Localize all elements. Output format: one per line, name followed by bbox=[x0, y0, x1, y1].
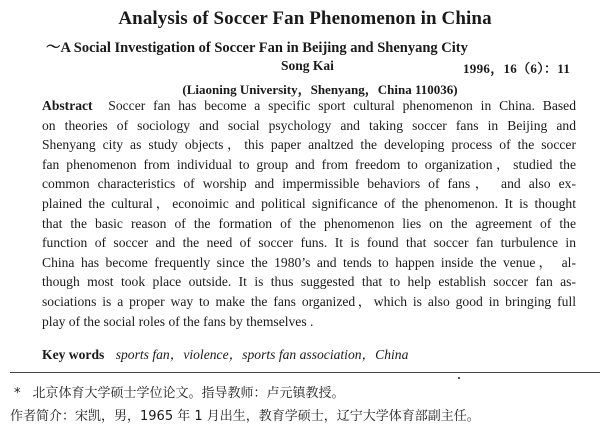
abstract-line: that the basic reason of the formation of the phenomenon lies on the agreement of the bbox=[42, 215, 576, 231]
abstract-line: sociations is a proper way to make the fans organized，which is also good in bringing full bbox=[42, 293, 576, 309]
keywords-label: Key words bbox=[42, 347, 105, 362]
paper-subtitle: ～A Social Investigation of Soccer Fan in Beijing and Shenyang City bbox=[46, 40, 468, 56]
keywords-text: sports fan，violence，sports fan association，China bbox=[115, 347, 409, 362]
footnote-star: * bbox=[14, 386, 21, 401]
abstract-line: fan phenomenon from individual to group and from freedom to organization，studied the bbox=[42, 156, 576, 172]
abstract-line-text: Soccer fan has become a specific sport cultural phenomenon in China. Based bbox=[108, 98, 577, 113]
keywords-block bbox=[42, 343, 408, 363]
paper-title: Analysis of Soccer Fan Phenomenon in China bbox=[118, 8, 492, 29]
abstract-line bbox=[42, 96, 576, 116]
footnote-author-bio: 作者简介：宋凯，男，1965 年 1 月出生，教育学硕士，辽宁大学体育部副主任。 bbox=[10, 409, 480, 424]
abstract-block bbox=[42, 96, 576, 331]
abstract-line: common characteristics of worship and impermissible behaviors of fans， and also ex- bbox=[42, 176, 576, 192]
footnote-thesis-text: 北京体育大学硕士学位论文。指导教师：卢元镇教授。 bbox=[32, 386, 345, 401]
footnote-thesis bbox=[14, 382, 345, 401]
author-name: Song Kai bbox=[281, 58, 334, 73]
abstract-line: on theories of sociology and social psychology and taking soccer fans in Beijing and bbox=[42, 117, 576, 133]
abstract-line: plained the cultural，econoimic and political significance of the phenomenon. It is thought bbox=[42, 195, 576, 211]
abstract-line: China has become frequently since the 1980’s and tends to happen inside the venue， al- bbox=[42, 254, 576, 270]
abstract-line: Shenyang city as study objects，this paper analtzed the developing process of the soccer bbox=[42, 137, 576, 153]
footnote-divider bbox=[10, 372, 600, 373]
author-affiliation: (Liaoning University，Shenyang，China 110036) bbox=[182, 82, 458, 97]
abstract-label: Abstract bbox=[42, 98, 93, 113]
journal-reference: 1996，16（6）：11 bbox=[463, 61, 571, 76]
stray-mark bbox=[458, 377, 460, 379]
abstract-line: though most took place outside. It is thus suggested that to help establish soccer fan as- bbox=[42, 274, 576, 290]
abstract-line: function of soccer and the need of soccer funs. It is found that soccer fan turbulence in bbox=[42, 235, 576, 251]
abstract-line: play of the social roles of the fans by themselves . bbox=[42, 313, 314, 329]
